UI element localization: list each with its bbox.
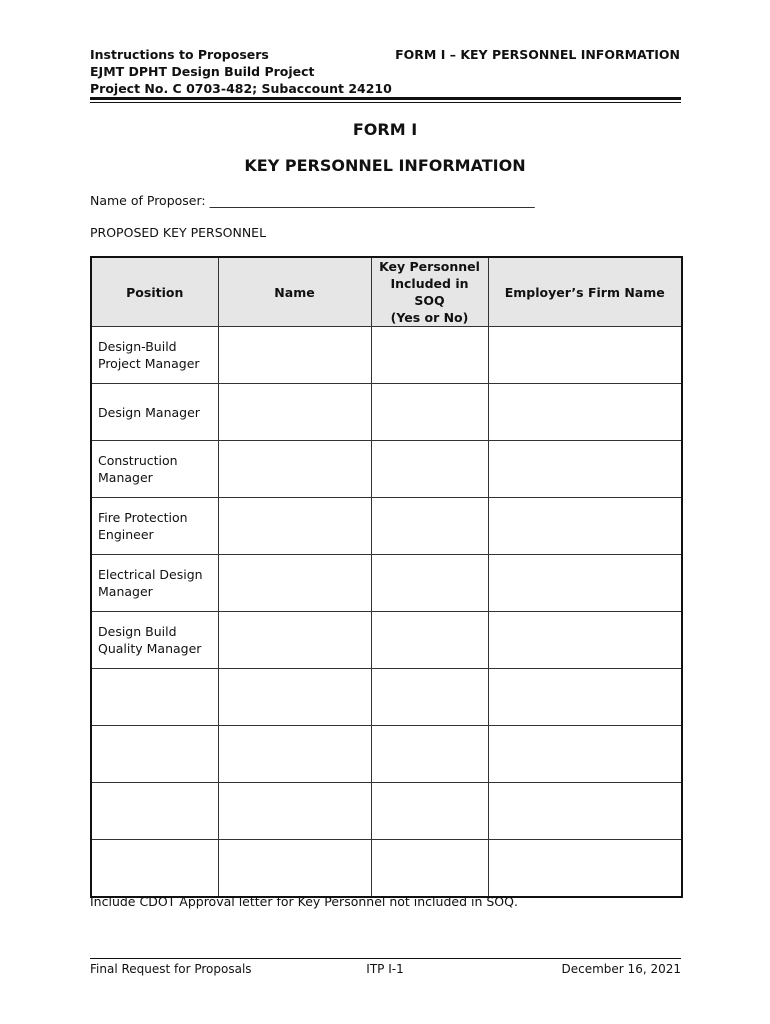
header-divider-thick [90,97,681,100]
header-left-block [90,46,392,97]
table-row [91,669,682,726]
firm-name-input-cell[interactable] [488,612,682,669]
firm-name-input-cell[interactable] [488,555,682,612]
header-key-personnel-line: Key Personnel [379,259,480,274]
header-divider-thin [90,102,681,103]
footer-date: December 16, 2021 [561,962,681,976]
table-row [91,498,682,555]
header-name: Name [218,257,371,327]
position-cell [91,840,218,898]
name-input-cell[interactable] [218,498,371,555]
table-row [91,840,682,898]
table-header-row [91,257,682,327]
position-cell [91,669,218,726]
firm-name-input-cell[interactable] [488,669,682,726]
approval-note: Include CDOT Approval letter for Key Personnel not included in SOQ. [90,894,518,909]
header-key-personnel-in-soq [371,257,488,327]
header-left-line: Project No. C 0703-482; Subaccount 24210 [90,81,392,96]
name-input-cell[interactable] [218,384,371,441]
in-soq-input-cell[interactable] [371,384,488,441]
position-cell: Design-Build Project Manager [91,327,218,384]
name-input-cell[interactable] [218,840,371,898]
position-cell: Construction Manager [91,441,218,498]
footer-page-number: ITP I-1 [366,962,404,976]
key-personnel-table [90,256,683,898]
form-title: FORM I [352,120,418,139]
footer-divider [90,958,681,959]
header-position: Position [91,257,218,327]
in-soq-input-cell[interactable] [371,840,488,898]
in-soq-input-cell[interactable] [371,441,488,498]
header-key-personnel-line: Included in SOQ [390,276,469,308]
name-input-cell[interactable] [218,612,371,669]
name-input-cell[interactable] [218,327,371,384]
position-cell: Design Manager [91,384,218,441]
position-cell: Fire Protection Engineer [91,498,218,555]
name-input-cell[interactable] [218,441,371,498]
in-soq-input-cell[interactable] [371,498,488,555]
name-input-cell[interactable] [218,726,371,783]
in-soq-input-cell[interactable] [371,555,488,612]
in-soq-input-cell[interactable] [371,612,488,669]
header-form-label: FORM I – KEY PERSONNEL INFORMATION [395,47,680,62]
firm-name-input-cell[interactable] [488,441,682,498]
header-key-personnel-line: (Yes or No) [390,310,469,325]
position-cell [91,783,218,840]
in-soq-input-cell[interactable] [371,783,488,840]
table-row [91,726,682,783]
section-label: PROPOSED KEY PERSONNEL [90,225,267,240]
in-soq-input-cell[interactable] [371,669,488,726]
firm-name-input-cell[interactable] [488,498,682,555]
firm-name-input-cell[interactable] [488,327,682,384]
header-left-line: Instructions to Proposers [90,47,269,62]
proposer-name-field[interactable]: Name of Proposer: ____________________________________________________ [90,193,535,208]
in-soq-input-cell[interactable] [371,327,488,384]
position-cell: Electrical Design Manager [91,555,218,612]
position-cell: Design Build Quality Manager [91,612,218,669]
form-subtitle: KEY PERSONNEL INFORMATION [244,156,526,175]
table-row [91,612,682,669]
firm-name-input-cell[interactable] [488,840,682,898]
table-row [91,783,682,840]
firm-name-input-cell[interactable] [488,783,682,840]
firm-name-input-cell[interactable] [488,384,682,441]
table-row [91,555,682,612]
name-input-cell[interactable] [218,669,371,726]
name-input-cell[interactable] [218,783,371,840]
header-left-line: EJMT DPHT Design Build Project [90,64,315,79]
in-soq-input-cell[interactable] [371,726,488,783]
header-firm-name: Employer’s Firm Name [488,257,682,327]
table-row [91,441,682,498]
firm-name-input-cell[interactable] [488,726,682,783]
name-input-cell[interactable] [218,555,371,612]
position-cell [91,726,218,783]
table-row [91,327,682,384]
table-row [91,384,682,441]
footer-document-name: Final Request for Proposals [90,962,252,976]
